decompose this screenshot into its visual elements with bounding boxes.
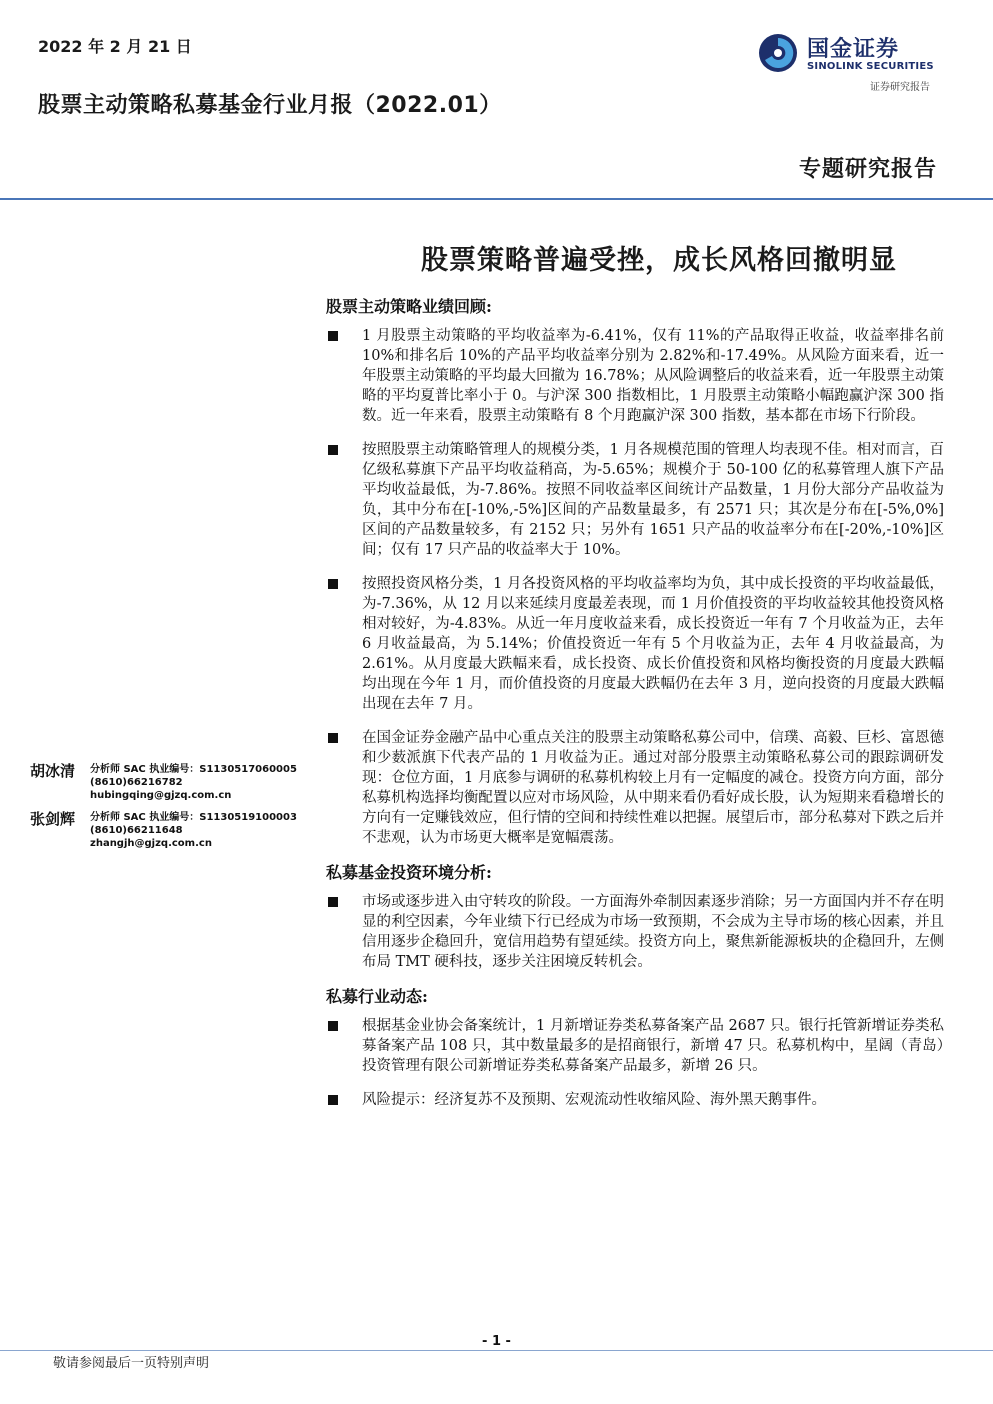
bullet-paragraph [326,728,944,848]
analyst-name: 胡冰清 [30,762,76,780]
square-bullet-icon [328,445,338,455]
analyst-details [90,763,297,802]
bullet-paragraph [326,892,944,972]
square-bullet-icon [328,331,338,341]
analyst-sac-number: 分析师 SAC 执业编号：S1130517060005 [90,764,297,775]
report-type: 专题研究报告 [798,156,937,182]
footer-divider [0,1350,993,1351]
analyst-email[interactable]: zhangjh@gjzq.com.cn [90,838,212,849]
bullet-paragraph [326,1016,944,1076]
analyst-phone: (8610)66216782 [90,777,183,788]
brand-name-cn: 国金证券 [807,37,900,62]
bullet-paragraph [326,326,944,426]
report-headline: 股票策略普遍受挫，成长风格回撤明显 [421,245,897,276]
bullet-paragraph [326,1090,944,1110]
paragraph-text: 按照股票主动策略管理人的规模分类，1 月各规模范围的管理人均表现不佳。相对而言，百亿级私募旗下产品平均收益稍高，为-5.65%；规模介于 50-100 亿的私募管理人旗下产品平均收益最低，为-7.86%。按照不同收益率区间统计产品数量，1 月份大部分产品收益为负，其中分布在[-10%,-5%]区间的产品数量最多，有 2571 只；其次是分布在[-5%,0%]区间的产品数量较多，有 2152 只；另外有 1651 只产品的收益率分布在[-20%,-10%]区间；仅有 17 只产品的收益率大于 10%。 [362,442,944,558]
header-divider [0,198,993,200]
analyst-sac-number: 分析师 SAC 执业编号：S1130519100003 [90,812,297,823]
paragraph-text: 根据基金业协会备案统计，1 月新增证券类私募备案产品 2687 只。银行托管新增证券类私募备案产品 108 只，其中数量最多的是招商银行，新增 47 只。私募机构中，星阔（青岛）投资管理有限公司新增证券类私募备案产品最多，新增 26 只。 [362,1018,944,1074]
analyst-name: 张剑辉 [30,810,76,828]
paragraph-text: 风险提示：经济复苏不及预期、宏观流动性收缩风险、海外黑天鹅事件。 [362,1092,826,1108]
analyst-phone: (8610)66211648 [90,825,183,836]
square-bullet-icon [328,1095,338,1105]
paragraph-text: 1 月股票主动策略的平均收益率为-6.41%，仅有 11%的产品取得正收益，收益率排名前 10%和排名后 10%的产品平均收益率分别为 2.82%和-17.49%。从风险方面来看，近一年股票主动策略的平均最大回撤为 16.78%；从风险调整后的收益来看，近一年股票主动策略的平均夏普比率小于 0。与沪深 300 指数相比，1 月股票主动策略小幅跑赢沪深 300 指数。近一年来看，股票主动策略有 8 个月跑赢沪深 300 指数，基本都在市场下行阶段。 [362,328,944,424]
section-heading-environment: 私募基金投资环境分析: [326,863,492,882]
analyst-details [90,811,297,850]
main-content [326,296,944,1124]
analyst-email[interactable]: hubingqing@gjzq.com.cn [90,790,232,801]
paragraph-text: 在国金证券金融产品中心重点关注的股票主动策略私募公司中，信璞、高毅、巨杉、富恩德和少薮派旗下代表产品的 1 月收益为正。通过对部分股票主动策略私募公司的跟踪调研发现：仓位方面，1 月底参与调研的私募机构较上月有一定幅度的减仓。投资方向方面，部分私募机构选择均衡配置以应对市场风险，从中期来看仍看好成长股，认为短期来看稳增长的方向有一定赚钱效应，但行情的空间和持续性难以把握。展望后市，部分私募对下跌之后并不悲观，认为市场更大概率是宽幅震荡。 [362,730,944,846]
bullet-paragraph [326,440,944,560]
page-number: - 1 - [482,1334,511,1349]
sinolink-logo-icon [757,32,799,74]
brand-name-en: SINOLINK SECURITIES [807,61,934,72]
bullet-paragraph [326,574,944,714]
brand-subtitle: 证券研究报告 [870,82,930,93]
section-heading-industry: 私募行业动态: [326,987,428,1006]
square-bullet-icon [328,579,338,589]
square-bullet-icon [328,1021,338,1031]
square-bullet-icon [328,733,338,743]
square-bullet-icon [328,897,338,907]
section-heading-performance: 股票主动策略业绩回顾: [326,297,492,316]
paragraph-text: 市场或逐步进入由守转攻的阶段。一方面海外牵制因素逐步消除；另一方面国内并不存在明显的利空因素，今年业绩下行已经成为市场一致预期，不会成为主导市场的核心因素，并且信用逐步企稳回升，宽信用趋势有望延续。投资方向上，聚焦新能源板块的企稳回升，左侧布局 TMT 硬科技，逐步关注困境反转机会。 [362,894,944,970]
report-title: 股票主动策略私募基金行业月报（2022.01） [38,93,502,118]
paragraph-text: 按照投资风格分类，1 月各投资风格的平均收益率均为负，其中成长投资的平均收益最低，为-7.36%，从 12 月以来延续月度最差表现，而 1 月价值投资的平均收益较其他投资风格相对较好，为-4.83%。从近一年月度收益来看，成长投资近一年有 7 个月收益为正，去年 6 月收益最高，为 5.14%；价值投资近一年有 5 个月收益为正，去年 4 月收益最高，为 2.61%。从月度最大跌幅来看，成长投资、成长价值投资和风格均衡投资的月度最大跌幅均出现在今年 1 月，而价值投资的月度最大跌幅仍在去年 3 月，逆向投资的月度最大跌幅出现在去年 7 月。 [362,576,944,712]
footer-disclaimer: 敬请参阅最后一页特别声明 [53,1356,210,1371]
report-date: 2022 年 2 月 21 日 [38,37,192,56]
